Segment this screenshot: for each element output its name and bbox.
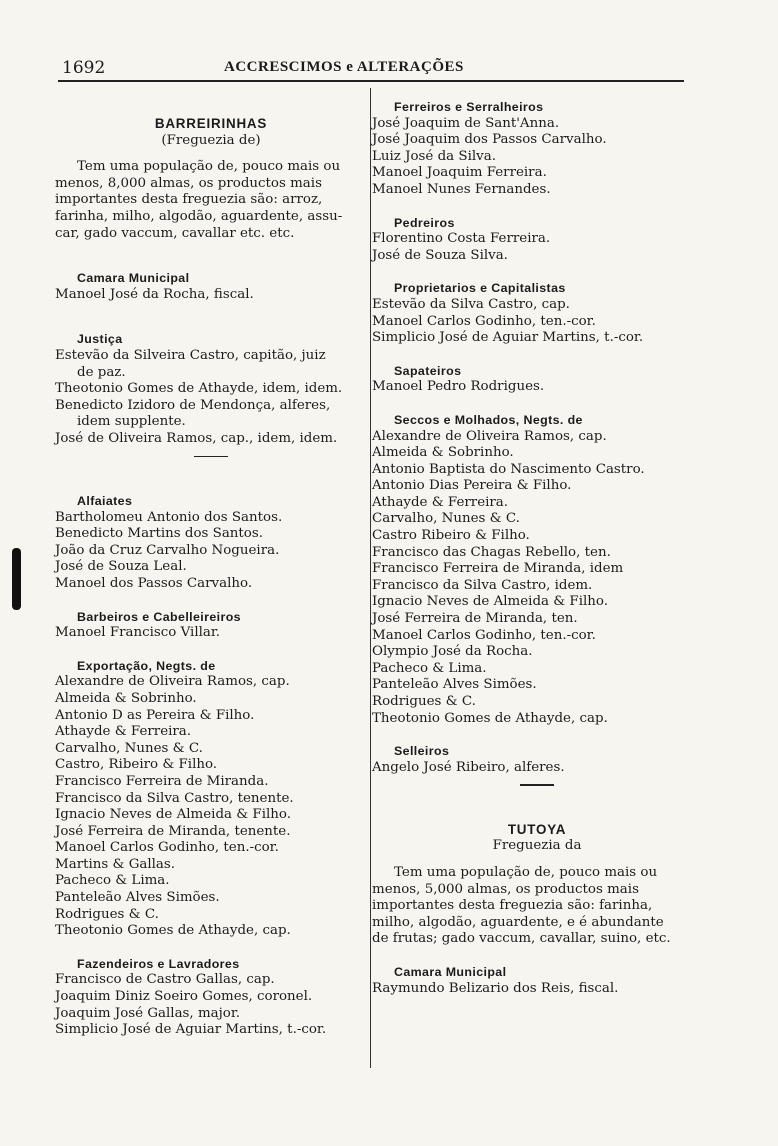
tutoya-description (372, 865, 702, 948)
barreirinhas-subtitle: (Freguezia de) (161, 132, 261, 148)
barreirinhas-section (55, 116, 367, 242)
section-separator (194, 456, 228, 458)
list-item: Benedicto Izidoro de Mendonça, alferes, (55, 397, 331, 413)
column-divider (370, 88, 371, 1068)
list-item: Rodrigues & C. (372, 694, 476, 709)
page-header (62, 58, 682, 80)
list-item: Estevão da Silva Castro, cap. (372, 296, 570, 312)
list-item: Theotonio Gomes de Athayde, cap. (372, 710, 608, 726)
list-item: Almeida & Sobrinho. (372, 445, 514, 461)
list-item: Athayde & Ferreira. (372, 494, 509, 510)
list-item: Manoel Pedro Rodrigues. (372, 379, 545, 395)
section-heading: Exportação, Negts. de (77, 658, 216, 673)
tutoya-camara-section (372, 964, 702, 997)
list-item: Martins & Gallas. (55, 856, 176, 872)
list-item: Joaquim José Gallas, major. (55, 1005, 241, 1021)
list-item: Pacheco & Lima. (55, 873, 170, 889)
list-item: Francisco das Chagas Rebello, ten. (372, 544, 611, 560)
list-item: Ignacio Neves de Almeida & Filho. (372, 594, 608, 610)
section-heading: Alfaiates (77, 494, 133, 508)
section-heading: Justiça (77, 332, 123, 347)
ink-blot (12, 548, 21, 610)
list-item: Manoel José da Rocha, fiscal. (55, 286, 254, 302)
list-item: de paz. (77, 364, 126, 380)
description-line: car, gado vaccum, cavallar etc. etc. (55, 225, 295, 241)
list-item: Panteleão Alves Simões. (372, 677, 537, 693)
list-item: José Joaquim de Sant'Anna. (372, 115, 560, 131)
list-item: José Joaquim dos Passos Carvalho. (372, 132, 607, 148)
fazendeiros-section (55, 956, 367, 1039)
description-line: de frutas; gado vaccum, cavallar, suino, etc. (372, 931, 671, 947)
left-column (55, 116, 367, 1039)
list-item: José de Souza Leal. (55, 559, 187, 575)
description-line: Tem uma população de, pouco mais ou (394, 865, 658, 881)
list-item: Manoel Joaquim Ferreira. (372, 165, 547, 181)
list-item: Francisco da Silva Castro, tenente. (55, 790, 294, 806)
list-item: Manoel Francisco Villar. (55, 625, 221, 641)
list-item: Florentino Costa Ferreira. (372, 231, 551, 247)
list-item: Antonio D as Pereira & Filho. (55, 707, 255, 723)
section-heading: Seccos e Molhados, Negts. de (394, 412, 583, 427)
running-title: ACCRESCIMOS e ALTERAÇÕES (224, 59, 464, 75)
header-rule (58, 80, 684, 82)
section-heading: Pedreiros (394, 215, 455, 230)
section-separator (520, 784, 554, 786)
section-heading: Selleiros (394, 744, 450, 759)
list-item: Alexandre de Oliveira Ramos, cap. (372, 428, 607, 444)
list-item: Olympio José da Rocha. (372, 644, 533, 660)
list-item: Francisco Ferreira de Miranda. (55, 773, 269, 789)
list-item: Manoel dos Passos Carvalho. (55, 575, 253, 591)
list-item: Manoel Carlos Godinho, ten.-cor. (372, 627, 596, 643)
description-line: milho, algodão, aguardente, e é abundante (372, 914, 664, 930)
section-heading: Proprietarios e Capitalistas (394, 281, 566, 296)
section-heading: Sapateiros (394, 363, 462, 378)
ferreiros-section (372, 99, 702, 199)
description-line: importantes desta freguezia são: arroz, (55, 192, 323, 208)
description-line: menos, 5,000 almas, os productos mais (372, 881, 639, 897)
list-item: Antonio Dias Pereira & Filho. (372, 478, 572, 494)
list-item: Carvalho, Nunes & C. (55, 740, 203, 756)
description-line: Tem uma população de, pouco mais ou (77, 159, 341, 175)
list-item: Carvalho, Nunes & C. (372, 511, 520, 527)
list-item: Ignacio Neves de Almeida & Filho. (55, 807, 291, 823)
camara-municipal-section (55, 270, 367, 303)
list-item: Raymundo Belizario dos Reis, fiscal. (372, 980, 619, 996)
list-item: Athayde & Ferreira. (55, 724, 192, 740)
list-item: Almeida & Sobrinho. (55, 690, 197, 706)
list-item: idem supplente. (77, 414, 186, 430)
list-item: José Ferreira de Miranda, ten. (372, 611, 578, 627)
seccos-molhados-section (372, 412, 702, 727)
description-line: farinha, milho, algodão, aguardente, assu- (55, 208, 343, 224)
barreirinhas-title: BARREIRINHAS (154, 116, 268, 131)
list-item: Francisco Ferreira de Miranda, idem (372, 561, 624, 577)
list-item: Alexandre de Oliveira Ramos, cap. (55, 674, 290, 690)
list-item: Francisco de Castro Gallas, cap. (55, 972, 275, 988)
tutoya-section (372, 822, 702, 948)
list-item: Luiz José da Silva. (372, 148, 496, 164)
justica-section (55, 331, 367, 447)
list-item: Simplicio José de Aguiar Martins, t.-cor. (55, 1022, 327, 1038)
list-item: Bartholomeu Antonio dos Santos. (55, 509, 283, 525)
list-item: Angelo José Ribeiro, alferes. (372, 759, 565, 775)
alfaiates-section (55, 493, 367, 593)
barreirinhas-description (55, 159, 367, 242)
section-heading: Fazendeiros e Lavradores (77, 956, 240, 971)
list-item: Francisco da Silva Castro, idem. (372, 577, 593, 593)
list-item: Benedicto Martins dos Santos. (55, 526, 263, 542)
section-heading: Barbeiros e Cabelleireiros (77, 609, 241, 624)
barbeiros-section (55, 609, 367, 642)
proprietarios-section (372, 280, 702, 346)
list-item: Manoel Carlos Godinho, ten.-cor. (372, 313, 596, 329)
list-item: Simplicio José de Aguiar Martins, t.-cor. (372, 330, 644, 346)
list-item: Rodrigues & C. (55, 906, 159, 922)
section-heading: Camara Municipal (77, 271, 190, 286)
list-item: Castro Ribeiro & Filho. (372, 528, 530, 544)
page-number: 1692 (62, 58, 106, 78)
exportacao-section (55, 658, 367, 940)
section-heading: Ferreiros e Serralheiros (394, 100, 544, 114)
list-item: Pacheco & Lima. (372, 660, 487, 676)
selleiros-section (372, 743, 702, 776)
list-item: Antonio Baptista do Nascimento Castro. (372, 461, 645, 477)
tutoya-subtitle: Freguezia da (492, 838, 582, 854)
list-item: Estevão da Silveira Castro, capitão, juiz (55, 347, 326, 363)
tutoya-title: TUTOYA (507, 821, 567, 837)
list-item: José de Souza Silva. (372, 247, 508, 263)
list-item: Manoel Nunes Fernandes. (372, 181, 551, 197)
pedreiros-section (372, 215, 702, 265)
list-item: João da Cruz Carvalho Nogueira. (55, 542, 280, 558)
list-item: José de Oliveira Ramos, cap., idem, idem. (55, 430, 338, 446)
description-line: importantes desta freguezia são: farinha, (372, 898, 653, 914)
sapateiros-section (372, 363, 702, 396)
list-item: Joaquim Diniz Soeiro Gomes, coronel. (55, 989, 313, 1005)
list-item: José Ferreira de Miranda, tenente. (55, 823, 291, 839)
list-item: Manoel Carlos Godinho, ten.-cor. (55, 840, 279, 856)
list-item: Castro, Ribeiro & Filho. (55, 757, 218, 773)
list-item: Theotonio Gomes de Athayde, cap. (55, 923, 291, 939)
right-column (372, 99, 702, 997)
section-heading: Camara Municipal (394, 965, 507, 980)
list-item: Theotonio Gomes de Athayde, idem, idem. (55, 381, 343, 397)
description-line: menos, 8,000 almas, os productos mais (55, 175, 322, 191)
list-item: Panteleão Alves Simões. (55, 890, 220, 906)
